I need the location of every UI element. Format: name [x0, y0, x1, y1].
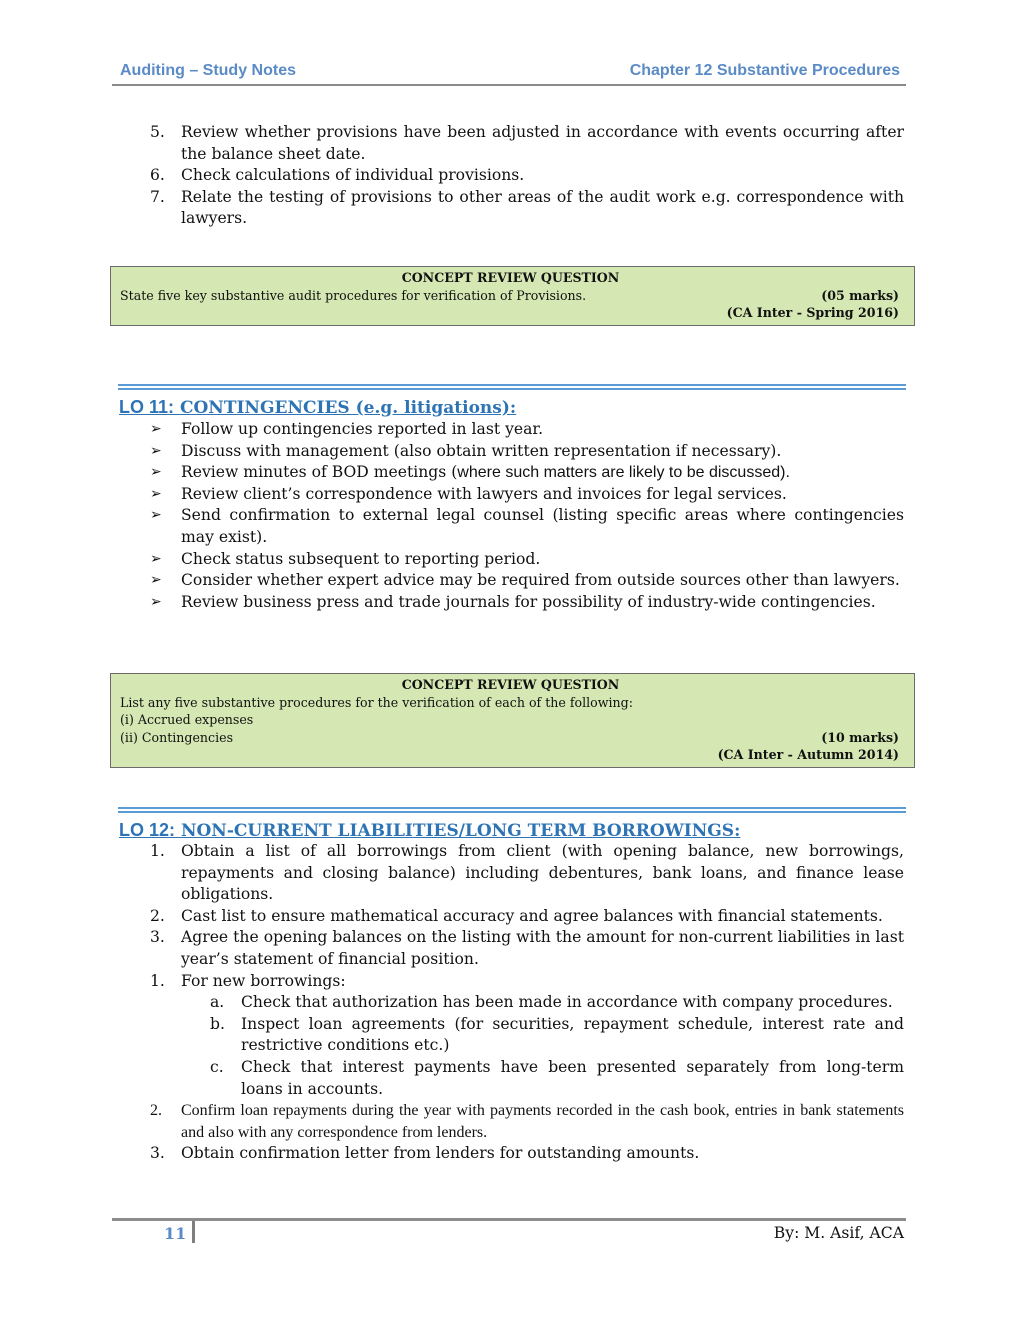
- page-number: 11: [164, 1224, 187, 1243]
- header-left-title: Auditing – Study Notes: [120, 62, 296, 79]
- arrow-bullet-icon: ➢: [150, 485, 162, 502]
- concept-review-question: State five key substantive audit procedures for verification of Provisions.: [120, 287, 587, 303]
- header-right-title: Chapter 12 Substantive Procedures: [629, 62, 900, 79]
- list-item: ➢ Follow up contingencies reported in last year.: [142, 419, 904, 441]
- sub-list-item: c. Check that interest payments have been presented separately from long-term loans in accounts.: [210, 1057, 904, 1098]
- concept-review-box-1: [110, 266, 915, 326]
- footer-divider: [192, 1221, 195, 1243]
- list-item: ➢ Consider whether expert advice may be required from outside sources other than lawyers.: [142, 570, 904, 592]
- borrowings-list: [142, 841, 904, 1165]
- sub-list-item: a. Check that authorization has been made in accordance with company procedures.: [210, 993, 893, 1012]
- concept-review-question: List any five substantive procedures for the verification of each of the following:: [120, 694, 633, 710]
- arrow-bullet-icon: ➢: [150, 593, 162, 610]
- arrow-bullet-icon: ➢: [150, 572, 162, 589]
- list-item: ➢ Discuss with management (also obtain written representation if necessary).: [142, 441, 904, 463]
- concept-review-title: CONCEPT REVIEW QUESTION: [401, 677, 620, 692]
- list-item: 3. Agree the opening balances on the listing with the amount for non-current liabilities in last year’s statement of financial position.: [150, 928, 904, 968]
- lo11-title: CONTINGENCIES (e.g. litigations):: [179, 398, 517, 418]
- lo11-heading: [119, 397, 516, 418]
- list-item: ➢ Review client’s correspondence with lawyers and invoices for legal services.: [142, 484, 904, 506]
- list-item: 2. Confirm loan repayments during the year with payments recorded in the cash book, entries in bank statements and also with any correspondence from lenders.: [150, 1102, 904, 1141]
- list-item: 1. For new borrowings:: [150, 971, 346, 990]
- footer-rule: [112, 1218, 906, 1221]
- list-item: ➢ Check status subsequent to reporting period.: [142, 549, 904, 571]
- footer-author: By: M. Asif, ACA: [773, 1224, 904, 1242]
- concept-review-marks: (10 marks): [821, 729, 899, 745]
- provisions-list-continued: [142, 122, 904, 230]
- list-item: 5. Review whether provisions have been adjusted in accordance with events occurring after the balance sheet date.: [150, 123, 904, 163]
- concept-review-line: (ii) Contingencies: [120, 729, 234, 745]
- concept-review-box-2: [110, 673, 915, 768]
- section-divider: [118, 807, 906, 813]
- arrow-bullet-icon: ➢: [150, 464, 162, 481]
- contingencies-list: [142, 419, 904, 613]
- arrow-bullet-icon: ➢: [150, 442, 162, 459]
- arrow-bullet-icon: ➢: [150, 421, 162, 437]
- list-item: ➢ Send confirmation to external legal counsel (listing specific areas where contingencies may exist).: [150, 506, 904, 546]
- list-item: 6. Check calculations of individual provisions.: [150, 166, 525, 185]
- arrow-bullet-icon: ➢: [150, 507, 162, 524]
- section-divider: [118, 384, 906, 390]
- list-item: ➢ Review business press and trade journals for possibility of industry-wide contingencies.: [142, 592, 904, 614]
- arrow-bullet-icon: ➢: [150, 550, 162, 567]
- list-item: 3. Obtain confirmation letter from lenders for outstanding amounts.: [150, 1144, 700, 1163]
- lo12-number: LO 12:: [119, 820, 176, 840]
- list-item: ➢ Review minutes of BOD meetings (where such matters are likely to be discussed).: [142, 462, 904, 484]
- lo12-heading: [119, 820, 740, 841]
- sub-list-item: b. Inspect loan agreements (for securities, repayment schedule, interest rate and restrictive conditions etc.): [210, 1014, 904, 1055]
- list-item: 2. Cast list to ensure mathematical accuracy and agree balances with financial statements.: [150, 906, 883, 925]
- concept-review-title: CONCEPT REVIEW QUESTION: [401, 270, 620, 285]
- list-item: 1. Obtain a list of all borrowings from client (with opening balance, new borrowings, repayments and closing balance) including debentures, bank loans, and finance lease obligations.: [150, 842, 904, 904]
- lo11-number: LO 11:: [119, 397, 175, 417]
- concept-review-source: (CA Inter - Spring 2016): [726, 305, 899, 321]
- page-header: [112, 58, 906, 86]
- concept-review-line: (i) Accrued expenses: [120, 712, 254, 728]
- list-item: 7. Relate the testing of provisions to other areas of the audit work e.g. correspondence with lawyers.: [150, 187, 904, 228]
- concept-review-source: (CA Inter - Autumn 2014): [717, 747, 899, 763]
- lo12-title: NON-CURRENT LIABILITIES/LONG TERM BORROWINGS:: [180, 821, 741, 841]
- concept-review-marks: (05 marks): [821, 287, 899, 303]
